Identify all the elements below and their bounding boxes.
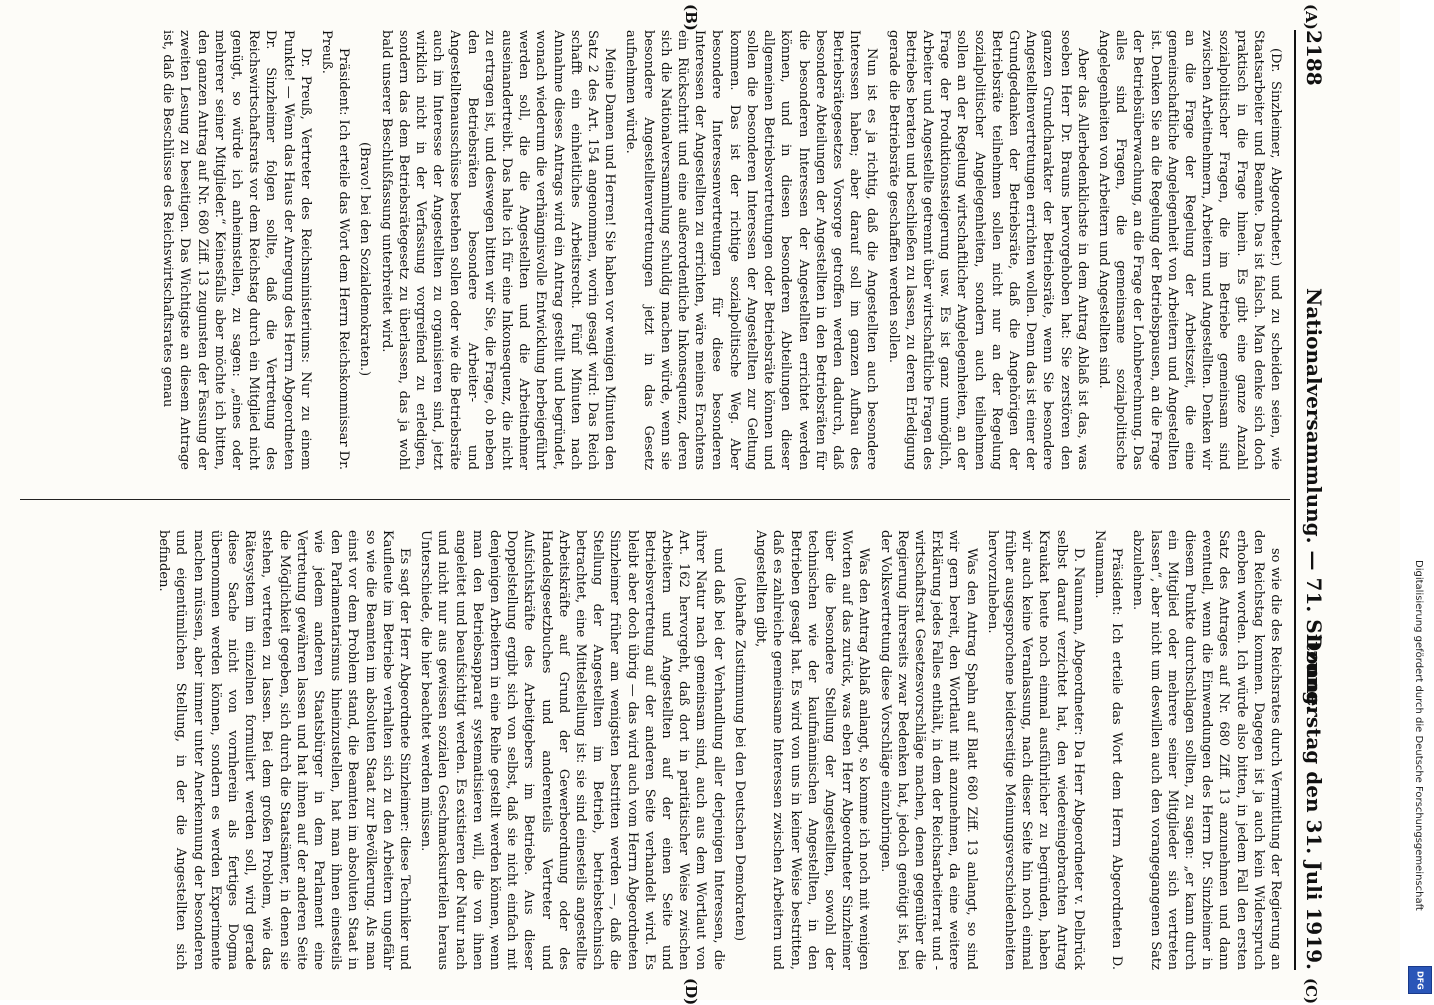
margin-marker-a: (A) [1302,4,1320,30]
margin-marker-d: (D) [682,978,700,1005]
paragraph: so wie die des Reichsrates durch Vermittlung der Regierung an den Reichstag kommen. Dagegen ist ja auch kein Widerspruch erhoben worden. Ich würde also bitten, in jedem Fall den ersten Satz des Antrages auf Nr. 680 Ziff. 13 anzunehmen und dann eventuell, wenn die Einwendungen des Herrn Dr. Sinzheimer in diesem Punkte durchschlagen sollten, zu sagen: „er kann durch ein Mitglied oder mehrere seiner Mitglieder sich vertreten lassen“, aber nicht um deswillen auch den vorangegangenen Satz abzulehnen. [1130,530,1283,970]
digitization-credit: Digitalisierung gefördert durch die Deutsche Forschungsgemeinschaft [1413,560,1424,911]
page-date: Donnerstag den 31. Juli 1919. [1302,633,1326,970]
paragraph: Präsident: Ich erteile das Wort dem Herrn Abgeordneten D. Naumann. [1091,530,1125,970]
margin-marker-b: (B) [682,4,700,31]
dfg-logo-icon: DFG [1408,966,1432,994]
paragraph: (lebhafte Zustimmung bei den Deutschen Demokraten) [731,576,747,942]
digitization-sidebar [1400,0,1434,1000]
paragraph: Was den Antrag Spahn auf Blatt 680 Ziff. 13 anlangt, so sind wir gern bereit, den Wortlaut mit anzunehmen, da eine weitere Erklärung jedes Falles enthält, in dem der Reichsarbeiterrat und -wirtschaftsrat Gesetzesvorschläge machen, denen gegenüber die Regierung ihrerseits zwar Bedenken hat, jedoch genötigt ist, bei der Volksvertretung diese Vorschläge einzubringen. [877,530,979,970]
margin-marker-c: (C) [1302,978,1320,1005]
paragraph: Was den Antrag Ablaß anlangt, so komme ich noch mit wenigen Worten auf das zurück, was eben Herr Abgeordneter Sinzheimer über die besondere Stellung der Angestellten, sowohl der technischen wie der kaufmännischen Angestellten, in den Betrieben gesagt hat. Es wird von uns in keiner Weise bestritten, daß es zahlreiche gemeinsame Interessen zwischen Arbeitern und Angestellten gibt, [753,530,872,970]
paragraph: D. Naumann, Abgeordneter: Da Herr Abgeordneter v. Delbrück selbst darauf verzichtet hat, den wiedereingebrachten Antrag Kraukat heute noch einmal ausführlicher zu begründen, haben wir auch keine Veranlassung, nach dieser Seite hin noch einmal früher ausgesprochene beiderseitige Meinungsverschiedenheiten hervorzuheben. [984,530,1086,970]
paragraph: (Dr. Sinzheimer, Abgeordneter.) und zu scheiden seien, wie Staatsarbeiter und Beamte. Das ist falsch. Man denke sich doch praktisch in die Frage hinein. Es gibt eine ganze Anzahl sozialpolitischer Fragen, die im Betriebe gemeinsam sind zwischen Arbeitnehmern, Arbeitern und Angestellten. Denken wir an die Frage der Regelung der Arbeitszeit, die eine gemeinschaftliche Angelegenheit von Arbeitern und Angestellten ist. Denken Sie an die Regelung der Betriebspausen, an die Frage der Betriebsüberwachung, an die Frage der Lohnberechnung. Das alles sind Fragen, die gemeinsame sozialpolitische Angelegenheiten von Arbeitern und Angestellten sind. [1095,30,1283,470]
paragraph: Es sagt der Herr Abgeordnete Sinzheimer: diese Techniker und Kaufleute im Betriebe verhalten sich zu den Arbeitern ungefähr so wie die Beamten im absoluten Staat zur Bevölkerung. Als man einst vor dem Problem stand, die Beamten im absoluten Staat in den Parlamentarismus hineinzustellen, hat man ihnen einesteils wie jedem anderen Staatsbürger in dem Parlament eine Vertretung gewähren lassen und hat ihnen auf der anderen Seite die Möglichkeit gegeben, sich durch die Staatsämter, in denen sie stehen, vertreten zu lassen. Bei dem großen Problem, wie das Rätesystem im einzelnen formuliert werden soll, wird gerade diese Sache nicht von vornherein als fertiges Dogma übernommen werden können, sondern es werden Experimente machen müssen, aber immer unter Anerkennung der besonderen und eigentümlichen Stellung, in der die Angestellten sich befinden. [156,530,413,970]
page-number: 2188 [1302,30,1326,86]
paragraph: und daß bei der Verhandlung aller derjenigen Interessen, die ihrer Natur nach gemeinsam sind, auch aus dem Wortlaut von Art. 162 hervorgeht, daß dort in paritätischer Weise zwischen Arbeitern und Angestellten auf der einen Seite und Betriebsvertretung auf der anderen Seite verhandelt wird. Es bleibt aber doch übrig — das wird auch vom Herrn Abgeordneten Sinzheimer früher am wenigsten bestritten werden —, daß die Stellung der Angestellten im Betrieb, betriebstechnisch betrachtet, eine Mittelstellung ist: sie sind einesteils angestellte Arbeitskräfte auf Grund der Gewerbeordnung oder des Handelsgesetzbuches und anderenteils Vertreter und Aufsichtskräfte des Arbeitgebers im Betriebe. Aus dieser Doppelstellung ergibt sich von selbst, daß sie nicht einfach mit denjenigen Arbeitern in eine Reihe gestellt werden können, wenn man den Betriebsapparat systematisieren will, die von ihnen angeleitet und beaufsichtigt werden. Es existieren der Natur nach und nicht nur aus gewissen sozialen Geschmacksurteilen heraus Unterschiede, die hier beachtet werden müssen. [418,530,726,970]
column-divider [20,499,1290,500]
paragraph: Meine Damen und Herren! Sie haben vor wenigen Minuten den Satz 2 des Art. 154 angenommen, worin gesagt wird: Das Reich schafft ein einheitliches Arbeitsrecht. Fünf Minuten nach Annahme dieses Antrags wird ein Antrag gestellt und begründet, wonach wiederum die verhängnisvolle Entwicklung herbeigeführt werden soll, die die Angestellten und die Arbeitnehmer auseinandertreibt. Das halte ich für eine Inkonsequenz, die nicht zu ertragen ist, und deswegen bitten wir Sie, die Frage, ob neben den Betriebsräten besondere Arbeiter- und Angestelltenausschüsse bestehen sollen oder wie die Betriebsräte auch im Interesse der Angestellten zu organisieren sind, jetzt wirklich nicht in der Verfassung vorgreifend zu erledigen, sondern das dem Betriebsrätegesetz zu überlassen, das ja wohl bald unserer Beschlußfassung unterbreitet wird. [378,30,618,470]
paragraph: Aber das Allerbedenklichste in dem Antrag Ablaß ist das, was soeben Herr Dr. Brauns hervorgehoben hat: Sie zerstören den ganzen Grundcharakter der Betriebsräte, wenn Sie besondere Angestelltenvertretungen errichten wollen. Denn das ist einer der Grundgedanken der Betriebsräte, daß die Angehörigen der Betriebsräte teilnehmen sollen nicht nur an der Regelung sozialpolitischer Angelegenheiten, sondern auch teilnehmen sollen an der Regelung wirtschaftlicher Angelegenheiten, an der Frage der Produktionssteigerung usw. Es ist ganz unmöglich, Arbeiter und Angestellte getrennt über wirtschaftliche Fragen des Betriebes beraten und beschließen zu lassen, zu deren Erledigung gerade die Betriebsräte geschaffen werden sollen. [885,30,1090,470]
left-column [34,30,1284,470]
right-column [34,530,1284,970]
paragraph: Präsident: Ich erteile das Wort dem Herrn Reichskommissar Dr. Preuß. [319,30,352,470]
page-header [1294,30,1330,970]
paragraph: Nun ist es ja richtig, daß die Angestellten auch besondere Interessen haben; aber darauf soll im ganzen Aufbau des Betriebsrätegesetzes Vorsorge getroffen werden dadurch, daß besondere Abteilungen der Angestellten in den Betriebsräten für die besonderen Interessen der Angestellten errichtet werden können, und in diesen besonderen Abteilungen dieser allgemeinen Betriebsvertretungen oder Betriebsräte können und sollen die besonderen Interessen der Angestellten zur Geltung kommen. Das ist der richtige sozialpolitische Weg. Aber besondere Interessenvertretungen für diese besonderen Interessen der Angestellten zu errichten, wäre meines Erachtens ein Rückschritt und eine außerordentliche Inkonsequenz, deren sich die Nationalversammlung schuldig machen würde, wenn sie besondere Angestelltenvertretungen jetzt in das Gesetz aufnehmen würde. [623,30,880,470]
page-title: Nationalversammlung. — 71. Sitzung. [1302,288,1326,712]
paragraph: Dr. Preuß, Vertreter des Reichsministeriums: Nur zu einem Punkte! — Wenn das Haus der Anregung des Herrn Abgeordneten Dr. Sinzheimer folgen sollte, daß die Vertretung des Reichswirtschaftsrats vor dem Reichstag durch ein Mitglied nicht genügt, so würde ich anheimstellen, zu sagen: „eines oder mehrerer seiner Mitglieder.“ Keinesfalls aber möchte ich bitten, den ganzen Antrag auf Nr. 680 Ziff. 13 zugunsten der Fassung der zweiten Lesung zu beseitigen. Das Wichtigste an diesem Antrage ist, daß die Beschlüsse des Reichswirtschaftsrates genau [160,30,313,470]
paragraph: (Bravo! bei den Sozialdemokraten.) [357,141,373,377]
